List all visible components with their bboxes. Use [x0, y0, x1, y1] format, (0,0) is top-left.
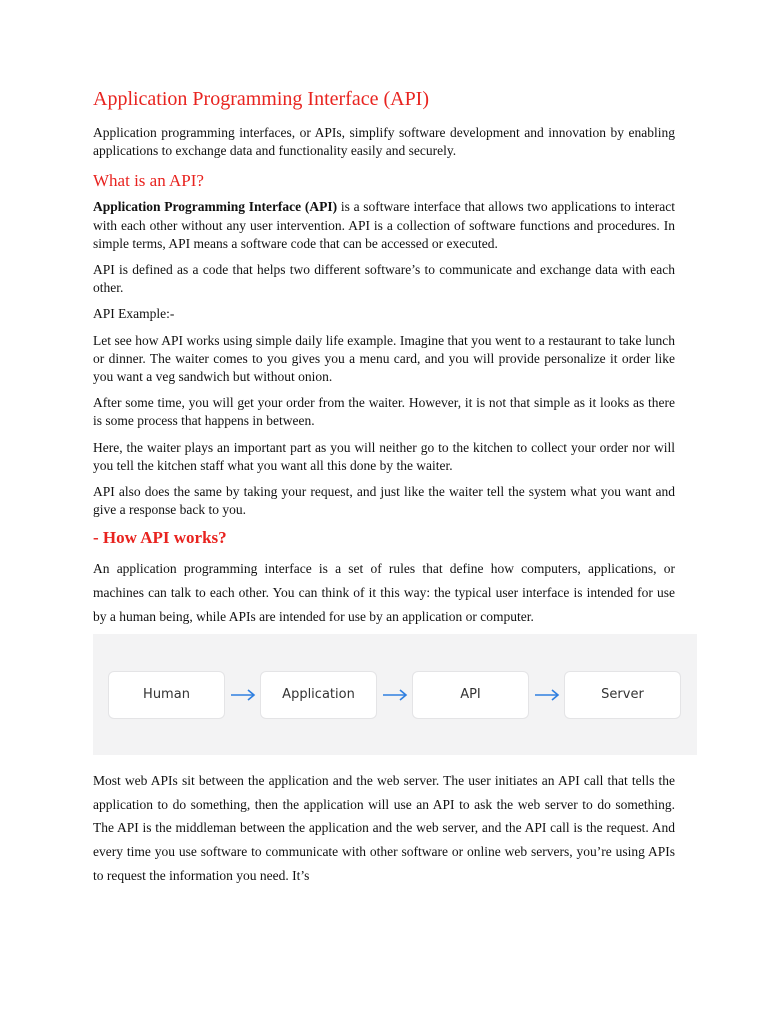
definition-paragraph	[93, 198, 675, 253]
example-paragraph-4: API also does the same by taking your request, and just like the waiter tell the system what you want and give a response back to you.	[93, 484, 675, 518]
section-heading-what: What is an API?	[93, 171, 204, 191]
example-paragraph-2: After some time, you will get your order from the waiter. However, it is not that simple as it looks as there is some process that happens in between.	[93, 395, 675, 429]
diagram-node-server: Server	[564, 671, 681, 719]
arrow-right-icon	[225, 689, 260, 701]
section-heading-how: - How API works?	[93, 528, 227, 548]
example-label: API Example:-	[93, 306, 175, 322]
definition-text: is a software interface that allows two applications to interact with each other without any user intervention. API is a collection of software functions and procedures. In simple terms, API means a software code that can be accessed or executed.	[93, 199, 675, 251]
how-paragraph-1: An application programming interface is a set of rules that define how computers, applications, or machines can talk to each other. You can think of it this way: the typical user interface is intended for use by a human being, while APIs are intended for use by an application or computer.	[93, 561, 675, 624]
page-title: Application Programming Interface (API)	[93, 88, 430, 110]
definition-paragraph-2: API is defined as a code that helps two different software’s to communicate and exchange data with each other.	[93, 262, 675, 296]
diagram-node-application: Application	[260, 671, 377, 719]
diagram-node-human: Human	[108, 671, 225, 719]
diagram-node-api: API	[412, 671, 529, 719]
definition-term: Application Programming Interface (API)	[93, 199, 338, 215]
example-paragraph-3: Here, the waiter plays an important part as you will neither go to the kitchen to collect your order nor will you tell the kitchen staff what you want all this done by the waiter.	[93, 439, 675, 473]
api-flow-diagram	[93, 634, 697, 755]
arrow-right-icon	[529, 689, 564, 701]
arrow-right-icon	[377, 689, 412, 701]
intro-paragraph: Application programming interfaces, or APIs, simplify software development and innovation by enabling applications to exchange data and functionality easily and securely.	[93, 125, 675, 159]
example-paragraph-1: Let see how API works using simple daily life example. Imagine that you went to a restaurant to take lunch or dinner. The waiter comes to you gives you a menu card, and you will provide personalize it order like you want a veg sandwich but without onion.	[93, 332, 675, 385]
how-paragraph-2: Most web APIs sit between the application and the web server. The user initiates an API call that tells the application to do something, then the application will use an API to ask the web server to do something. The API is the middleman between the application and the web server, and the API call is the request. And every time you use software to communicate with other software or online web servers, you’re using APIs to request the information you need. It’s	[93, 773, 675, 883]
document-content	[93, 86, 675, 893]
